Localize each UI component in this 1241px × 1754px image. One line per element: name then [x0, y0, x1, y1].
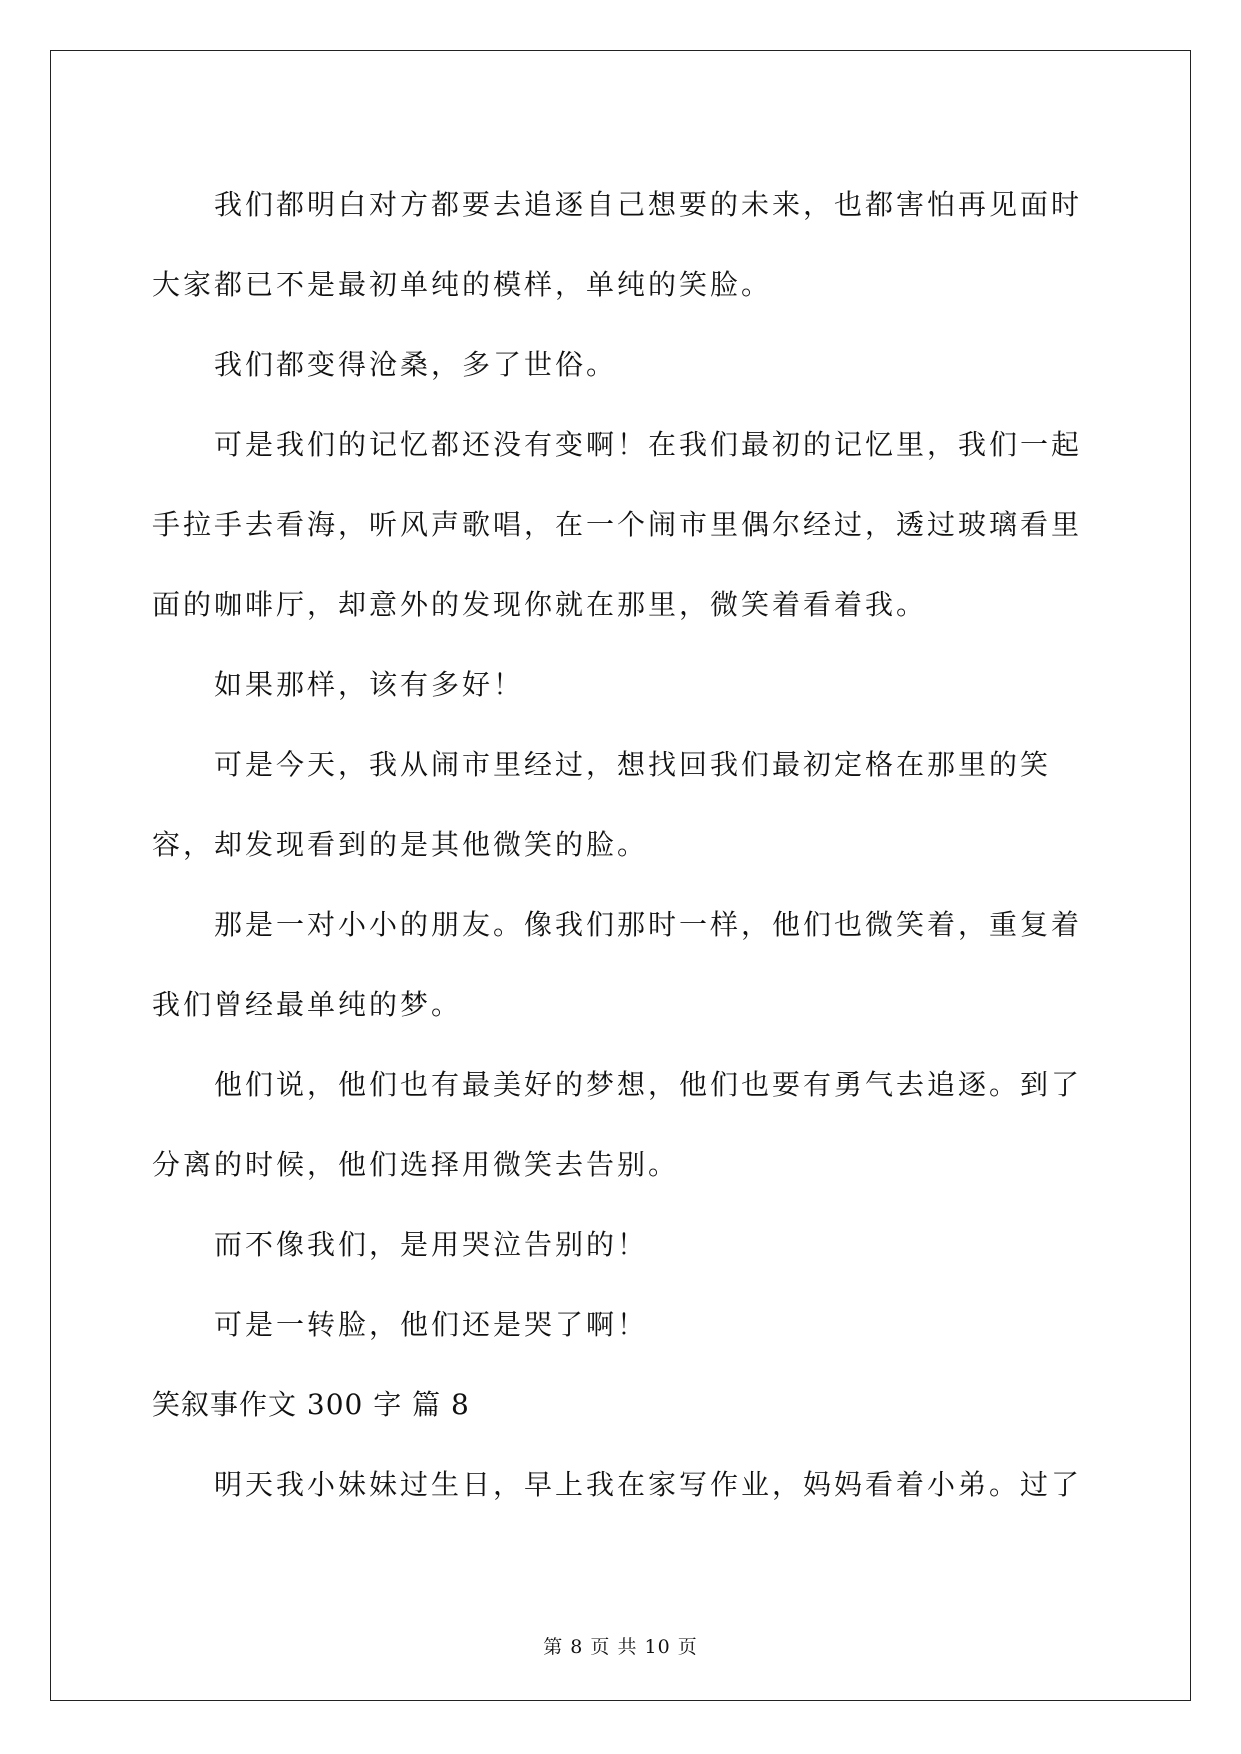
- paragraph: 而不像我们，是用哭泣告别的！: [214, 1228, 649, 1261]
- paragraph: 我们都明白对方都要去追逐自己想要的未来，也都害怕再见面时大家都已不是最初单纯的模样，单纯的笑脸。: [152, 188, 1083, 301]
- section-heading: 笑叙事作文 300 字 篇 8: [152, 1388, 470, 1421]
- paragraph: 可是一转脸，他们还是哭了啊！: [214, 1308, 649, 1341]
- paragraph: 那是一对小小的朋友。像我们那时一样，他们也微笑着，重复着我们曾经最单纯的梦。: [152, 908, 1083, 1021]
- paragraph: 明天我小妹妹过生日，早上我在家写作业，妈妈看着小弟。过了: [214, 1468, 1083, 1501]
- paragraph: 如果那样，该有多好！: [214, 668, 525, 701]
- paragraph: 可是我们的记忆都还没有变啊！在我们最初的记忆里，我们一起手拉手去看海，听风声歌唱，在一个闹市里偶尔经过，透过玻璃看里面的咖啡厅，却意外的发现你就在那里，微笑着看着我。: [152, 428, 1083, 621]
- page-number-footer: 第 8 页 共 10 页: [543, 1636, 698, 1658]
- paragraph: 我们都变得沧桑，多了世俗。: [214, 348, 618, 381]
- paragraph: 他们说，他们也有最美好的梦想，他们也要有勇气去追逐。到了分离的时候，他们选择用微笑去告别。: [152, 1068, 1083, 1181]
- document-body: [152, 165, 1092, 1525]
- paragraph: 可是今天，我从闹市里经过，想找回我们最初定格在那里的笑容，却发现看到的是其他微笑的脸。: [152, 748, 1052, 861]
